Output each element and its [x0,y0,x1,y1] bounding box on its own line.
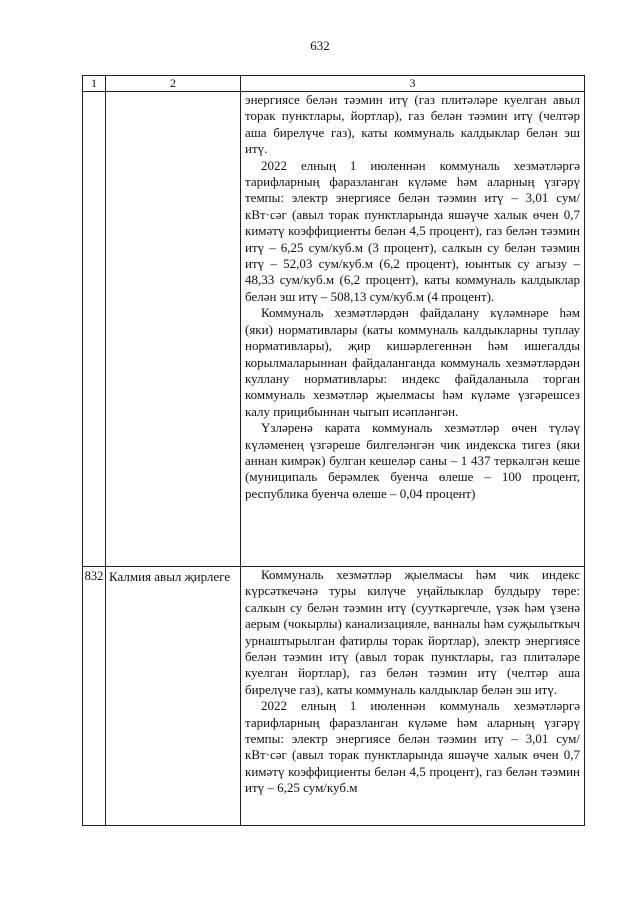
row-description [241,92,585,567]
document-table [82,75,585,826]
paragraph: Коммуналь хезмәтләрдән файдалану күләмнәре һәм (яки) нормативлары (каты коммуналь калдыкларны туплау нормативлары), җир кишәрлегеннән һәм ишегалды корылмаларыннан файдаланганда коммуналь хезмәтләрдән куллану нормативлары: индекс файдаланыла торган коммуналь хезмәтләр җыелмасы һәм күләме үзгәрешсез калу прицибыннан чыгып исәпләнгән. [245,305,580,419]
paragraph: энергиясе белән тәэмин итү (газ плитәләре куелган авыл торак пунктлары, йортлар), газ белән тәэмин итү (челтәр аша бирелүче газ), каты коммуналь калдыклар белән эш итү. [245,92,580,157]
page-number: 632 [310,38,330,53]
table-row [83,567,585,826]
paragraph: 2022 елның 1 июленнән коммуналь хезмәтләргә тарифларның фаразланган күләме һәм аларның үзгәрү темпы: электр энергиясе белән тәэмин итү – 3,01 сум/кВт·сәг (авыл торак пунктларында яшәүче халык өчен 0,7 кимәтү коэффициенты белән 4,5 процент), газ белән тәэмин итү – 6,25 сум/куб.м [245,698,580,796]
header-col-1: 1 [83,76,106,92]
paragraph: 2022 елның 1 июленнән коммуналь хезмәтләргә тарифларның фаразланган күләме һәм аларның үзгәрү темпы: электр энергиясе белән тәэмин итү – 3,01 сум/кВт·сәг (авыл торак пунктларында яшәүче халык өчен 0,7 кимәтү коэффициенты белән 4,5 процент), газ белән тәэмин итү – 6,25 сум/куб.м (3 процент), салкын су белән тәэмин итү – 52,03 сум/куб.м (6,2 процент), юынтык су агызу – 48,33 сум/куб.м (6,2 процент), каты коммуналь калдыклар белән эш итү – 508,13 сум/куб.м (4 процент). [245,157,580,304]
paragraph: Коммуналь хезмәтләр җыелмасы һәм чик индекс күрсәткечәнә туры килүче уңайлыклар булдыру төре: салкын су белән тәэмин итү (сууткәргечле, үзәк һәм үзенә аерым (чокырлы) канализацияле, ванналы һәм суҗылыткыч урнаштырылган фатирлы торак йортлар), электр энергиясе белән тәэмин итү (авыл торак пунктлары, газ плитәләре куелган йортлар), газ белән тәэмин итү (челтәр аша бирелүче газ), каты коммуналь калдыклар белән эш итү. [245,567,580,697]
table-row [83,92,585,567]
settlement-name: Калмия авыл җирлеге [106,567,241,826]
row-number [83,92,106,567]
row-description [241,567,585,826]
settlement-name [106,92,241,567]
table-header-row [83,76,585,92]
paragraph: Үзләренә карата коммуналь хезмәтләр өчен түләү күләменең үзгәреше билгеләнгән чик индекска тигез (яки аннан кимрәк) булган кешеләр саны – 1 437 теркәлгән кеше (муниципаль берәмлек буенча өлеше – 100 процент, республика буенча өлеше – 0,04 процент) [245,420,580,501]
header-col-2: 2 [106,76,241,92]
row-number: 832 [83,567,106,826]
header-col-3: 3 [241,76,585,92]
